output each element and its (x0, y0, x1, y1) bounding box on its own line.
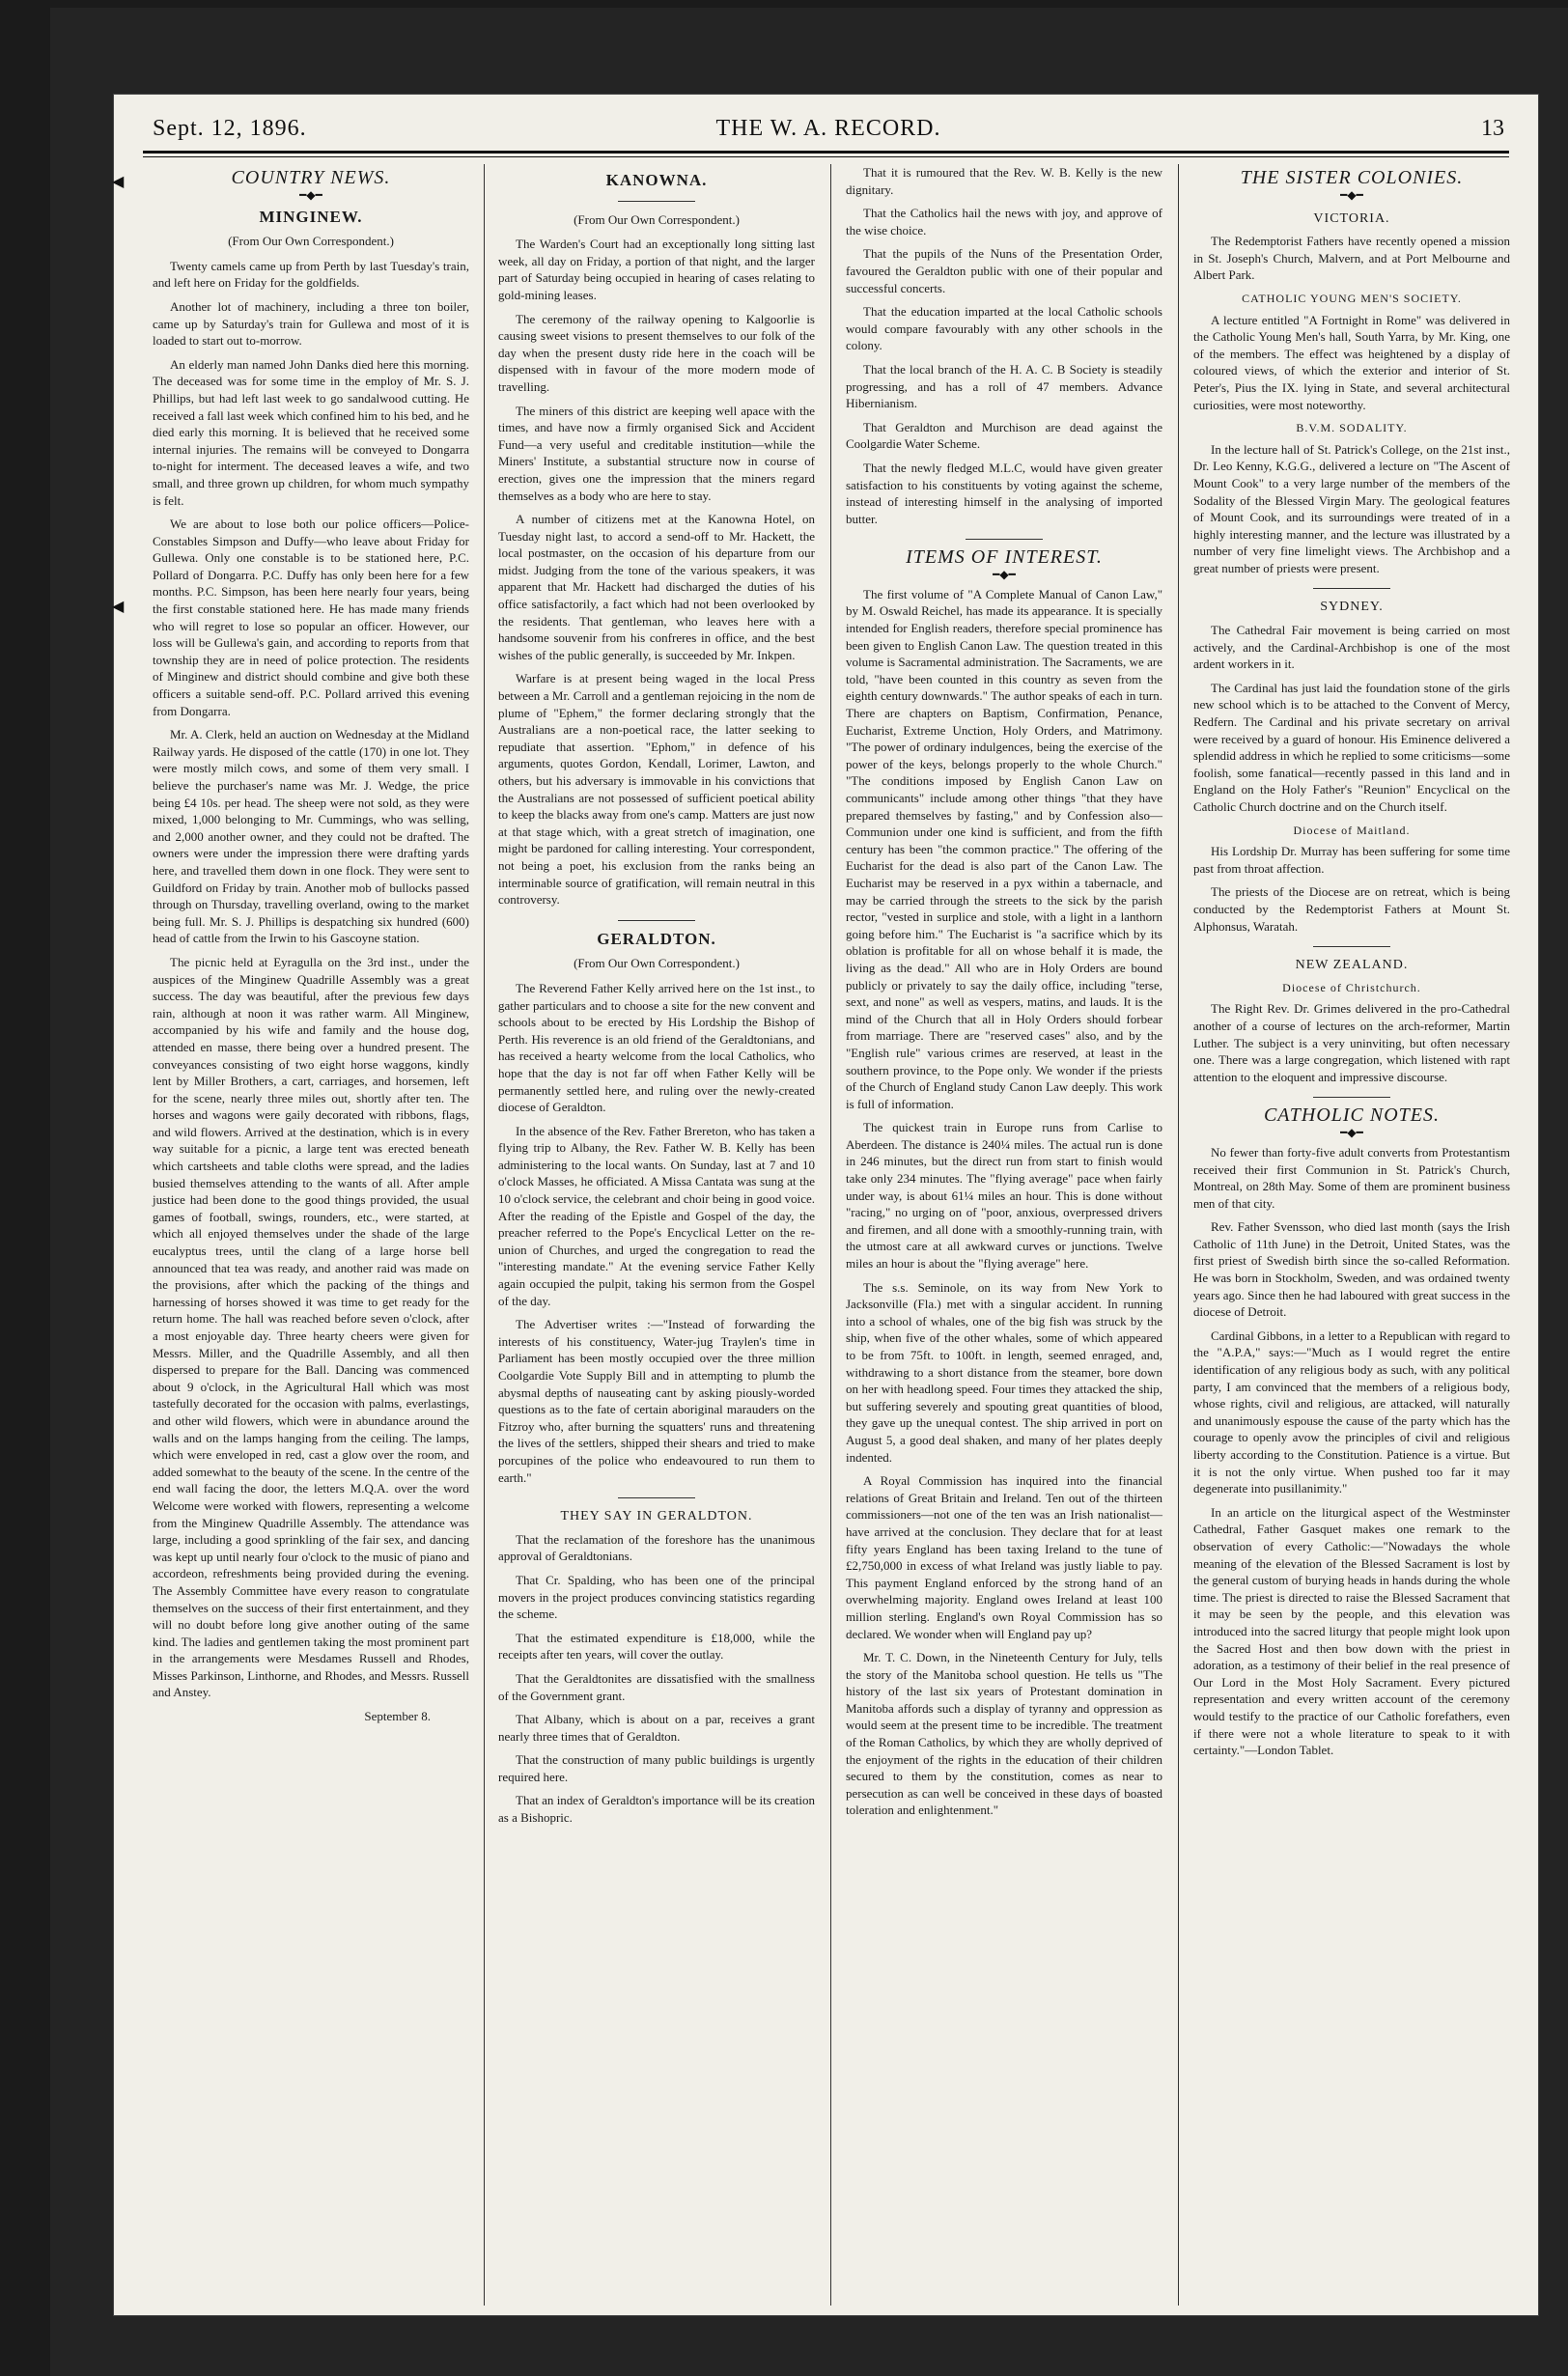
sub-heading: Diocese of Maitland. (1293, 823, 1411, 837)
page-number: 13 (1481, 116, 1504, 141)
paragraph: In an article on the liturgical aspect of the Westminster Cathedral, Father Gasquet makes one remark to the observation of every Catholic:—"Nowadays the whole meaning of the elevation of the Blessed Sacrament is lost by the general custom of burying heads in hands during the whole time. The priest is directed to raise the Blessed Sacrament that it may be seen by the people, and this elevation was introduced into the sacred liturgy that people might look upon the Sacred Host and then bow down with the priest in adoration, as a testimony of their belief in the real presence of Our Lord in the Most Holy Sacrament. Every pictured representation and every written account of the ceremony would testify to the practice of our Catholic forefathers, even if there were not a whole literature to speak to it with certainty."—London Tablet. (1193, 1504, 1510, 1758)
margin-arrow-icon: ◀ (112, 597, 125, 615)
article-headline: GERALDTON. (597, 929, 716, 948)
paragraph: The Reverend Father Kelly arrived here on the 1st inst., to gather particulars and to choose a site for the new convent and schools about to be erected by His Lordship the Bishop of Perth. His reverence is an old friend of the Geraldtonians, and has received a hearty welcome from the local Catholics, who hope that the day is not far off when Father Kelly will be permanently settled here, and ruling over the newly-created diocese of Geraldton. (498, 980, 815, 1115)
paragraph: The miners of this district are keeping well apace with the times, and have now a firmly organised Sick and Accident Fund—a very useful and creditable institution—while the Miners' Institute, a substantial structure now in course of erection, gives one the impression that the miners regard themselves as a body who are here to stay. (498, 403, 815, 503)
paragraph: The picnic held at Eyragulla on the 3rd inst., under the auspices of the Minginew Quadrille Assembly was a great success. The day was beautiful, after the previous few days rain, although at noon it was rather warm. All Minginew, accompanied by his wife and family and the house dog, attended en masse, there being over a hundred present. The conveyances consisting of two eight horse waggons, kindly lent by Miller Brothers, a cart, carriages, and horsemen, left for the scene, nearly three miles out, shortly after ten. The horses and wagons were gaily decorated with ribbons, flags, and wild flowers. Arrived at the destination, which is in every way suitable for a picnic, a large tent was erected beneath which cartsheets and table cloths were spread, and the ladies busied themselves attending to the wants of all. After ample justice had been done to the good things provided, the usual games of football, swings, rounders, etc., were started, at which all enjoyed themselves under the shade of the large eucalyptus trees, until the clang of a large horse bell announced that tea was ready, and another raid was made on the provisions, after which the packing of the things and harnessing of horses showed it was time to get ready for the return home. The hall was reached before seven o'clock, after a most enjoyable day. Three hearty cheers were given for Messrs. Miller, and the Quadrille Assembly, and all then dispersed to prepare for the Ball. Dancing was commenced about 9 o'clock, in the Agricultural Hall which was most tastefully decorated for the occasion with palms, everlastings, and other wild flowers, which were in abundance around the walls and on the lamps hanging from the ceiling. The lamps, which were enveloped in red, cast a glow over the room, and added somewhat to the beauty of the scene. In the centre of the end wall facing the door, the letters M.Q.A. over the word Welcome were worked with flowers, representing a welcome from the Minginew Quadrille Assembly. The attendance was large, including a good sprinkling of the fair sex, and dancing was kept up until nearly four o'clock to the music of piano and accordeon, refreshments being provided during the evening. The Assembly Committee have every reason to congratulate themselves on the success of their first entertainment, and they will no doubt before long give another outing of the same kind. The ladies and gentlemen taking the most prominent part in the arrangements were Mesdames Russell and Rhodes, Misses Parkinson, Linthorne, and Rhodes, and Messrs. Russell and Anstey. (153, 954, 469, 1700)
article-headline: VICTORIA. (1313, 210, 1390, 226)
paragraph: In the absence of the Rev. Father Brereton, who has taken a flying trip to Albany, the Rev. Father W. B. Kelly has been administering to the local wants. On Sunday, last at 7 and 10 o'clock Masses, he officiated. A Missa Cantata was sung at the 10 o'clock service, the celebrant and choir being in good voice. After the reading of the Epistle and Gospel of the day, the preacher referred to the Pope's Encyclical Letter on the re-union of Churches, and urged the congregation to read the "interesting mandate." At the evening service Father Kelly again occupied the pulpit, taking his sermon from the Gospel of the day. (498, 1123, 815, 1308)
paragraph: That the education imparted at the local Catholic schools would compare favourably with any other schools in the colony. (846, 304, 1162, 353)
paragraph: That Geraldton and Murchison are dead against the Coolgardie Water Scheme. (846, 419, 1162, 452)
ornament-diamond-icon: ━◆━ (1340, 1125, 1363, 1139)
column-divider (484, 164, 485, 2306)
ornament-diamond-icon: ━◆━ (993, 567, 1016, 581)
article-body (1193, 441, 1510, 577)
paragraph: That the reclamation of the foreshore has the unanimous approval of Geraldtonians. (498, 1531, 815, 1564)
article-body (1193, 312, 1510, 414)
separator-rule (966, 539, 1043, 540)
article-headline: SYDNEY. (1320, 600, 1384, 615)
separator-rule (618, 920, 695, 921)
separator-rule (1313, 1097, 1390, 1098)
paragraph: The ceremony of the railway opening to Kalgoorlie is causing sweet visions to present themselves to our folk of the day when the present dusty ride here in the coach will be dispensed with in favour of the more modern mode of travelling. (498, 311, 815, 394)
article-headline: KANOWNA. (605, 171, 708, 189)
article-body (498, 980, 815, 1486)
section-heading: COUNTRY NEWS. (231, 167, 391, 188)
paragraph: That the pupils of the Nuns of the Presentation Order, favoured the Geraldton public with one of their popular and successful concerts. (846, 246, 1162, 295)
paragraph: We are about to lose both our police officers—Police-Constables Simpson and Duffy—who leave about Friday for Gullewa. Only one constable is to be stationed here, P.C. Pollard of Dongarra. P.C. Duffy has only been here for a few months. P.C. Simpson, has been here nearly four years, being the first constable stationed here. He has made many friends who will regret to lose so popular an officer. However, our loss will be Gullewa's gain, and according to reports from that township they are in need of police protection. The residents of Minginew and district should combine and give both these officers a suitable send-off. P.C. Pollard arrived this evening from Dongarra. (153, 517, 469, 718)
article-body (153, 258, 469, 1701)
article-headline: THEY SAY IN GERALDTON. (560, 1509, 753, 1524)
byline: (From Our Own Correspondent.) (228, 234, 394, 249)
ornament-diamond-icon: ━◆━ (299, 187, 322, 202)
paragraph: That Cr. Spalding, who has been one of the principal movers in the project produces convincing statistics regarding the scheme. (498, 1572, 815, 1622)
paragraph: That the construction of many public buildings is urgently required here. (498, 1752, 815, 1784)
paragraph: That the newly fledged M.L.C, would have given greater satisfaction to his constituents by voting against the scheme, instead of interesting himself in the analysing of imported butter. (846, 460, 1162, 526)
paragraph: That it is rumoured that the Rev. W. B. Kelly is the new dignitary. (846, 165, 1162, 197)
paragraph: The Redemptorist Fathers have recently opened a mission in St. Joseph's Church, Malvern, and at Port Melbourne and Albert Park. (1193, 234, 1510, 283)
masthead (153, 112, 1504, 151)
margin-arrow-icon: ◀ (112, 172, 125, 190)
paragraph: Mr. T. C. Down, in the Nineteenth Century for July, tells the story of the Manitoba school question. He tells us "The history of the last six years of Protestant domination in Manitoba affords such a display of tyranny and oppression as would seem at the present time to be incredible. The treatment of the Roman Catholics, by which they are wholly deprived of the enjoyment of the rights in the education of their children secured to them by the constitution, comes as near to persecution as can well be conceived in these days of boasted toleration and enlightenment." (846, 1650, 1162, 1818)
paragraph: In the lecture hall of St. Patrick's College, on the 21st inst., Dr. Leo Kenny, K.G.G., delivered a lecture on "The Ascent of Mount Cook" to a very large number of the members of the Sodality of the Blessed Virgin Mary. The geological features of Mount Cook, and its surroundings were treated of in a highly interesting manner, and the lecture was illustrated by a number of very fine limelight views. The Archbishop and a great number of priests were present. (1193, 441, 1510, 575)
paragraph: That the Geraldtonites are dissatisfied with the smallness of the Government grant. (498, 1670, 815, 1703)
article-body (498, 236, 815, 908)
section-heading: ITEMS OF INTEREST. (906, 546, 1103, 569)
paragraph: The Right Rev. Dr. Grimes delivered in the pro-Cathedral another of a course of lectures on the arch-reformer, Martin Luther. The subject is a very uninviting, but often necessary one. There was a large congregation, which listened with rapt attention to the eloquent and impressive discourse. (1193, 1001, 1510, 1084)
paragraph: The s.s. Seminole, on its way from New York to Jacksonville (Fla.) met with a singular accident. In running into a school of whales, one of the big fish was struck by the ship, when five of the other whales, some of which appeared to be from 75ft. to 100ft. in length, seemed enraged, and, withdrawing to a short distance from the steamer, bore down on her with headlong speed. Four times they attacked the ship, but suffering severely and spouting great quantities of blood, they gave up the unequal contest. The ship arrived in port on August 5, a good deal shaken, and many of her plates deeply indented. (846, 1279, 1162, 1465)
paragraph: The Advertiser writes :—"Instead of forwarding the interests of his constituency, Water-jug Traylen's time in Parliament has been mostly occupied over the three million Coolgardie Vote Supply Bill and in attempting to plumb the abysmal depths of nauseating cant by asking piously-worded questions as to the fate of certain aboriginal marauders on the Fitzroy who, after burning the squatters' runs and threatening the lives of the settlers, shipped their shears and tried to make porcupines of the police who endeavoured to run them to earth." (498, 1317, 815, 1485)
sub-heading: CATHOLIC YOUNG MEN'S SOCIETY. (1242, 291, 1462, 305)
ornament-diamond-icon: ━◆━ (1340, 187, 1363, 202)
byline: (From Our Own Correspondent.) (574, 211, 740, 227)
sub-heading: Diocese of Christchurch. (1282, 980, 1421, 994)
paragraph: That the local branch of the H. A. C. B Society is steadily progressing, and has a roll of 47 members. Advance Hibernianism. (846, 361, 1162, 411)
newspaper-page (114, 95, 1538, 2315)
paragraph: A Royal Commission has inquired into the financial relations of Great Britain and Ireland. Ten out of the thirteen commissioners—not one of the ten was an Irish nationalist—have arrived at the conclusion. They declare that for at least fifty years England has been taxing Ireland to the tune of £2,750,000 in excess of what Ireland was justly liable to pay. This payment England enforced by the strong hand of an overwhelming majority. England owes Ireland at least 100 million sterling. England's own Royal Commission has so declared. We wonder when will England pay up? (846, 1473, 1162, 1641)
article-body (846, 164, 1162, 527)
paragraph: The Warden's Court had an exceptionally long sitting last week, all day on Friday, a portion of that night, and the larger part of Saturday being occupied in hearing of cases relating to gold-mining leases. (498, 237, 815, 302)
section-heading: THE SISTER COLONIES. (1240, 167, 1464, 188)
article-body (1193, 1000, 1510, 1085)
paragraph: That the estimated expenditure is £18,000, while the receipts after ten years, will cover the outlay. (498, 1630, 815, 1663)
paragraph: No fewer than forty-five adult converts from Protestantism received their first Communion in St. Patrick's Church, Montreal, on 28th May. Some of them are prominent business men of that city. (1193, 1144, 1510, 1211)
paragraph: That Albany, which is about on a par, receives a grant nearly three times that of Geraldton. (498, 1712, 815, 1744)
separator-rule (1313, 946, 1390, 947)
column-divider (1178, 164, 1179, 2306)
article-body (1193, 622, 1510, 816)
column-3 (846, 164, 1162, 2315)
paragraph: Another lot of machinery, including a three ton boiler, came up by Saturday's train for Gullewa and most of it is loaded to start out to-morrow. (153, 298, 469, 349)
issue-date: Sept. 12, 1896. (153, 116, 307, 141)
sub-heading: B.V.M. SODALITY. (1296, 421, 1408, 435)
section-heading: CATHOLIC NOTES. (1263, 1104, 1441, 1127)
article-body (1193, 233, 1510, 284)
paragraph: Cardinal Gibbons, in a letter to a Republican with regard to the "A.P.A," says:—"Much as I would regret the entire identification of any religious body as such, with any political party, I am convinced that the members of a religious body, whose rights, civil and religious, are attacked, will naturally and unanimously espouse the cause of the party which has the courage to openly avow the principles of civil and religious liberty according to the Constitution. Patience is a virtue. But it is not the only virtue. When pushed too far it may degenerate into pusillanimity." (1193, 1328, 1510, 1496)
masthead-rule-thin (143, 156, 1509, 157)
article-headline: NEW ZEALAND. (1295, 958, 1409, 973)
paragraph: The Cardinal has just laid the foundation stone of the girls new school which is to be attached to the Convent of Mercy, Redfern. The Cardinal and his private secretary on arrival were received by a guard of honour. His Eminence delivered a splendid address in which he replied to some criticisms—some foolish, some fanatical—recently passed in this land and in England on the Holy Father's "Reunion" Encyclical on the Catholic Church doctrine and on the Church itself. (1193, 680, 1510, 814)
article-headline: MINGINEW. (259, 207, 363, 226)
paragraph: That the Catholics hail the news with joy, and approve of the wise choice. (846, 206, 1162, 238)
article-body (498, 1531, 815, 1827)
article-body (1193, 1144, 1510, 1759)
newspaper-title: THE W. A. RECORD. (715, 116, 941, 141)
paragraph: The quickest train in Europe runs from Carlise to Aberdeen. The distance is 240¼ miles. The actual run is done in 246 minutes, but the direct run from start to finish would take only 234 minutes. The "flying average" pace when fairly under way, is about 61¼ miles an hour. This is done without "racing," no urging on of "poor, anxious, overpressed drivers and firemen, and all done with a smoothly-running train, with the utmost care at all awkward curves or junctions. Twelve miles an hour is about the "flying average" here. (846, 1120, 1162, 1272)
column-divider (830, 164, 831, 2306)
masthead-rule (143, 151, 1509, 154)
column-4 (1193, 164, 1510, 2315)
article-body (1193, 843, 1510, 935)
paragraph: Mr. A. Clerk, held an auction on Wednesday at the Midland Railway yards. He disposed of the cattle (170) in one lot. They were mostly milch cows, and some of them very small. I believe the purchaser's name was Mr. J. Wedge, the price being £4 10s. per head. The sheep were not sold, as they were mixed, 1,000 belonging to Mr. Cummings, who was selling, and 2,000 another owner, and they could not be drafted. The owners were under the impression there were drafting yards here, and travelled them down in one flock. They were sent to Guildford on Friday by train. Another mob of bullocks passed through on Thursday, travelling overland, owing to the market being full. Mr. S. J. Phillips is despatching six hundred (600) head of cattle from the Irwin to his Gascoyne station. (153, 727, 469, 946)
dateline: September 8. (364, 1709, 431, 1724)
paragraph: The Cathedral Fair movement is being carried on most actively, and the Cardinal-Archbishop is one of the most ardent workers in it. (1193, 623, 1510, 672)
paragraph: The priests of the Diocese are on retreat, which is being conducted by the Redemptorist Fathers at Mount St. Alphonsus, Waratah. (1193, 884, 1510, 934)
paragraph: An elderly man named John Danks died here this morning. The deceased was for some time in the employ of Mr. S. J. Phillips, but had left last week to go sandalwood cutting. He received a fall last week which confined him to his bed, and he died early this morning. It is believed that he received some internal injuries. The remains will be conveyed to Dongarra to-night for interment. The deceased leaves a wife, and two small, and three grown up children, for whom much sympathy is felt. (153, 356, 469, 508)
paragraph: A lecture entitled "A Fortnight in Rome" was delivered in the Catholic Young Men's hall, South Yarra, by Mr. King, one of the members. The effect was heightened by a display of coloured views, of which the exterior and interior of St. Peter's, Pius the IX. lying in State, and several architectural curiosities, were most noteworthy. (1193, 312, 1510, 412)
separator-rule (618, 201, 695, 202)
column-2 (498, 164, 815, 2315)
column-1 (153, 164, 469, 2315)
paragraph: Twenty camels came up from Perth by last Tuesday's train, and left here on Friday for the goldfields. (153, 258, 469, 291)
byline: (From Our Own Correspondent.) (574, 956, 740, 971)
separator-rule (618, 1497, 695, 1498)
paragraph: Warfare is at present being waged in the local Press between a Mr. Carroll and a gentleman rejoicing in the nom de plume of "Ephem," the former declaring strongly that the Australians are a non-poetical race, the latter seeking to repudiate that assertion. "Ephom," in defence of his arguments, quotes Gordon, Kendall, Lorimer, Lawton, and others, but his adversary is immovable in his convictions that the Australians are not possessed of sufficient poetical ability to keep the blacks away from one's camp. Matters are just now at that stage which, with a great stretch of imagination, one might be pardoned for calling interesting. Your correspondent, not being a poet, his exclusion from the ranks being an interminable source of gratification, will remain neutral in this controversy. (498, 671, 815, 908)
paragraph: That an index of Geraldton's importance will be its creation as a Bishopric. (498, 1793, 815, 1826)
paragraph: The first volume of "A Complete Manual of Canon Law," by M. Oswald Reichel, has made its appearance. It is specially intended for English readers, therefore special prominence has been given to English Canon Law. The question treated in this volume is Sacramental administration. The Sacraments, we are told, "have been counted in this country as seven from the eighth century downwards." The author speaks of each in turn. There are chapters on Baptism, Confirmation, Penance, Eucharist, Extreme Unction, Holy Orders, and Matrimony. "The power of ordinary indulgences, being the exercise of the power of the keys, belongs properly to the whole Church." "The conditions imposed by English Canon Law on communicants" include among other things "that they have prepared themselves by fasting," and by Confession also—Communion under one kind is sufficient, and from the fifth century has been "the common practice." The offering of the Eucharist for the dead is also part of the Canon Law. The Eucharist may be reserved in a pyx within a tabernacle, and may be carried through the streets to the sick by the parish rector, "vested in surplice and stole, with a light in a lanthorn going before him." The Eucharist is "a sacrifice which by its oblation is profitable for all on whose behalf it is made, the living as the dead." All who are in Holy Orders are bound publicly or privately to say the daily office, including "terse, sext, and none" as well as vespers, matins, and lauds. It is the mind of the Church that all in Holy Orders should forbear from marriage. There are "reserved cases" also, and by the "English rule" various crimes are reserved, at least in the southern province, to the Pope only. We wonder if the priests of the Church of England study Canon Law deeply. This work is full of information. (846, 586, 1162, 1111)
article-body (846, 586, 1162, 1819)
paragraph: His Lordship Dr. Murray has been suffering for some time past from throat affection. (1193, 844, 1510, 876)
paragraph: Rev. Father Svensson, who died last month (says the Irish Catholic of 11th June) in the Detroit, United States, was the first priest of Swedish birth since the so-called Reformation. He was born in Stockholm, Sweden, and was ordained twenty years ago. Since then he had laboured with great success in the diocese of Detroit. (1193, 1219, 1510, 1320)
paragraph: A number of citizens met at the Kanowna Hotel, on Tuesday night last, to accord a send-off to Mr. Hackett, the local postmaster, on the occasion of his departure from our midst. Judging from the tone of the various speakers, it was apparent that Mr. Hackett had discharged the duties of his office satisfactorily, a fact which had not been overlooked by the residents. That gentleman, who leaves here with a handsome souvenir from his confreres in office, and the best wishes of the public generally, is succeeded by Mr. Inkpen. (498, 512, 815, 662)
separator-rule (1313, 588, 1390, 589)
